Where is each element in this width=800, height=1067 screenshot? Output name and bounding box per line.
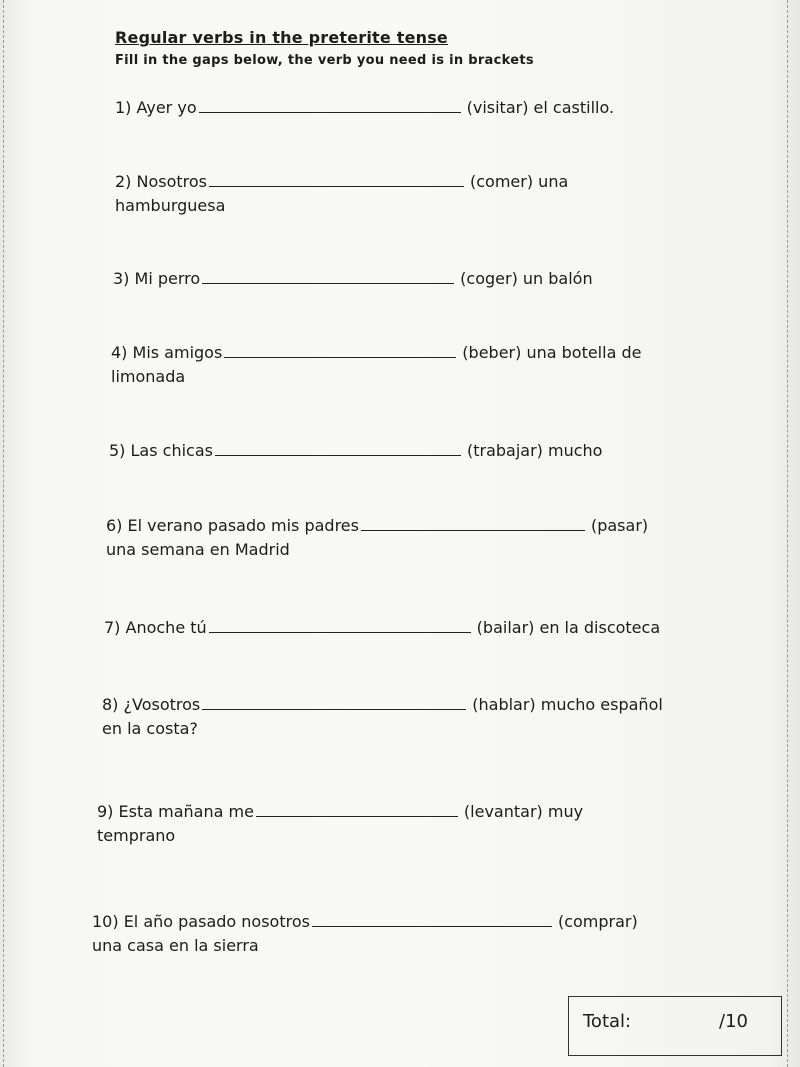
question-prefix: 10) El año pasado nosotros	[92, 912, 310, 931]
question-continuation: una casa en la sierra	[92, 936, 259, 955]
worksheet-title: Regular verbs in the preterite tense	[115, 28, 448, 47]
question-prefix: 3) Mi perro	[113, 269, 201, 288]
question-9	[97, 800, 583, 848]
question-prefix: 4) Mis amigos	[111, 343, 223, 362]
question-continuation: en la costa?	[102, 719, 198, 738]
question-verb: (bailar) en la discoteca	[476, 618, 661, 637]
question-continuation: limonada	[111, 367, 186, 386]
answer-blank[interactable]	[202, 695, 466, 710]
worksheet-instructions: Fill in the gaps below, the verb you need is in brackets	[115, 53, 534, 68]
question-verb: (levantar) muy	[463, 802, 584, 821]
question-6	[106, 514, 648, 562]
question-verb: (hablar) mucho español	[472, 695, 663, 714]
question-verb: (comprar)	[557, 912, 638, 931]
question-prefix: 1) Ayer yo	[115, 98, 197, 117]
answer-blank[interactable]	[215, 441, 461, 456]
question-2	[115, 170, 568, 218]
question-prefix: 6) El verano pasado mis padres	[106, 516, 359, 535]
question-7	[104, 616, 660, 640]
question-10	[92, 910, 638, 958]
answer-blank[interactable]	[361, 516, 585, 531]
question-verb: (beber) una botella de	[462, 343, 642, 362]
question-verb: (comer) una	[470, 172, 569, 191]
answer-blank[interactable]	[199, 98, 461, 113]
question-verb: (trabajar) mucho	[466, 441, 603, 460]
question-prefix: 7) Anoche tú	[104, 618, 207, 637]
answer-blank[interactable]	[224, 343, 456, 358]
question-continuation: una semana en Madrid	[106, 540, 290, 559]
question-continuation: temprano	[97, 826, 176, 845]
page-right-edge	[787, 0, 788, 1067]
total-label: Total:	[583, 1011, 632, 1032]
answer-blank[interactable]	[312, 912, 552, 927]
answer-blank[interactable]	[202, 269, 454, 284]
answer-blank[interactable]	[209, 172, 464, 187]
question-prefix: 9) Esta mañana me	[97, 802, 254, 821]
question-verb: (coger) un balón	[460, 269, 593, 288]
question-1	[115, 96, 614, 120]
total-score-box	[568, 996, 782, 1056]
question-3	[113, 267, 593, 291]
question-prefix: 5) Las chicas	[109, 441, 213, 460]
question-continuation: hamburguesa	[115, 196, 226, 215]
question-prefix: 2) Nosotros	[115, 172, 208, 191]
question-5	[109, 439, 602, 463]
total-value[interactable]: /10	[719, 1011, 748, 1032]
page-left-edge	[3, 0, 4, 1067]
question-4	[111, 341, 641, 389]
answer-blank[interactable]	[256, 802, 458, 817]
question-verb: (visitar) el castillo.	[466, 98, 615, 117]
answer-blank[interactable]	[209, 618, 471, 633]
question-verb: (pasar)	[590, 516, 649, 535]
question-8	[102, 693, 663, 741]
question-prefix: 8) ¿Vosotros	[102, 695, 201, 714]
